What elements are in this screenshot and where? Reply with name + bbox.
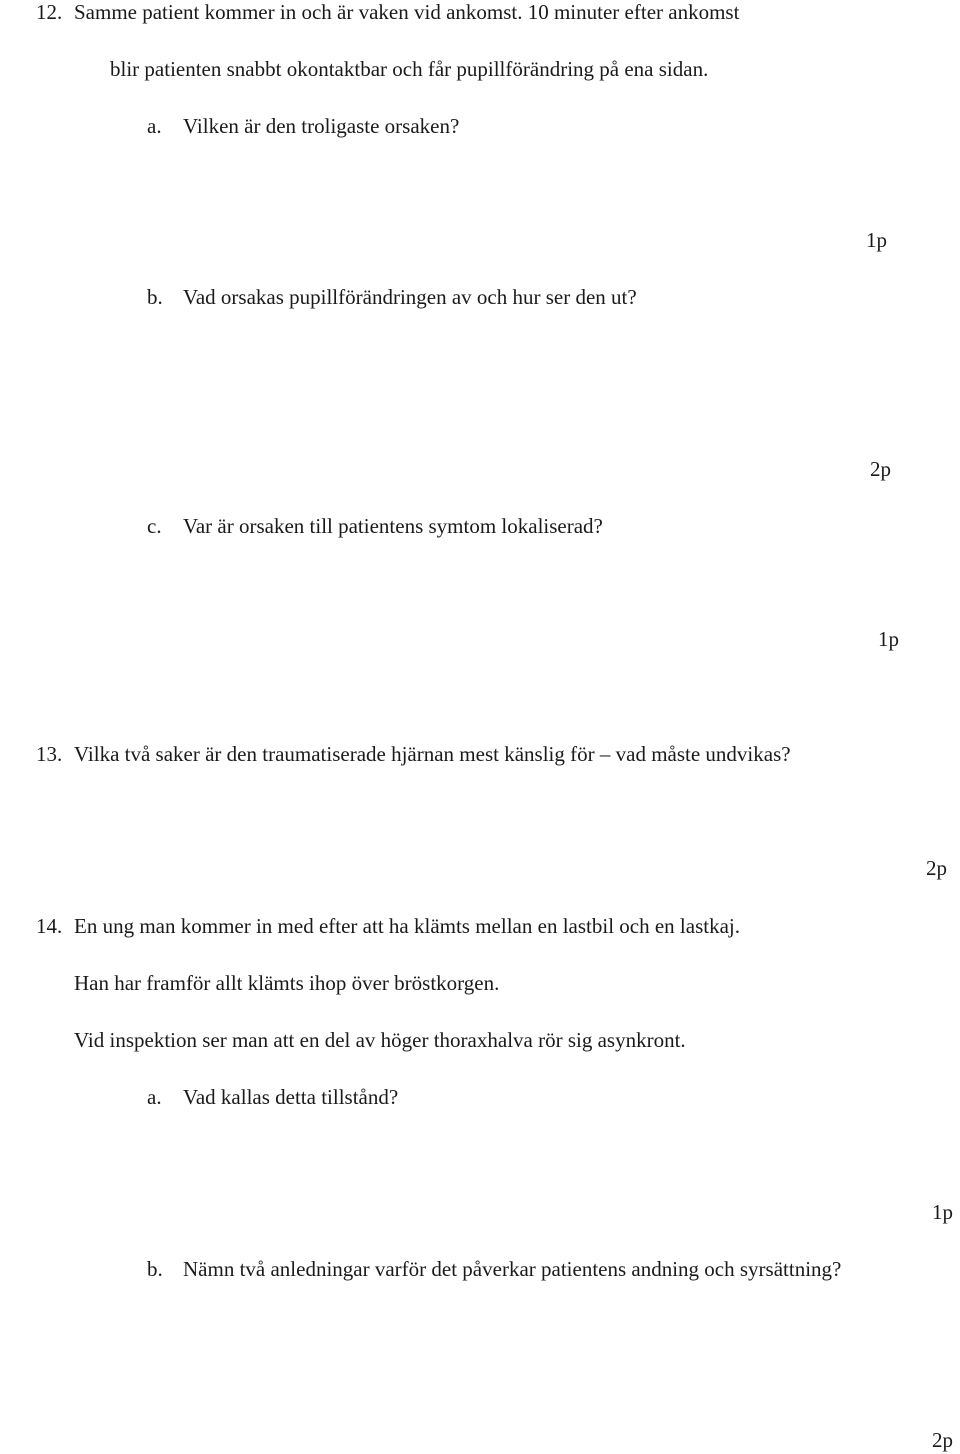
subquestion-label: b. bbox=[147, 1257, 163, 1281]
points-label: 1p bbox=[866, 228, 887, 252]
question-text-line: En ung man kommer in med efter att ha klämts mellan en lastbil och en lastkaj. bbox=[74, 914, 740, 938]
points-label: 1p bbox=[878, 627, 899, 651]
question-number: 13. bbox=[36, 742, 63, 766]
subquestion-text: Var är orsaken till patientens symtom lokaliserad? bbox=[183, 514, 603, 538]
points-label: 1p bbox=[932, 1200, 953, 1224]
question-number: 14. bbox=[36, 914, 63, 938]
subquestion-text: Vilken är den troligaste orsaken? bbox=[183, 114, 460, 138]
subquestion-text: Vad kallas detta tillstånd? bbox=[183, 1085, 399, 1109]
question-number: 12. bbox=[36, 0, 63, 24]
question-text-line: Vid inspektion ser man att en del av höger thoraxhalva rör sig asynkront. bbox=[74, 1028, 686, 1052]
points-label: 2p bbox=[926, 856, 947, 880]
points-label: 2p bbox=[870, 457, 891, 481]
question-text-line: Han har framför allt klämts ihop över bröstkorgen. bbox=[74, 971, 500, 995]
subquestion-text: Vad orsakas pupillförändringen av och hur ser den ut? bbox=[183, 285, 637, 309]
subquestion-label: a. bbox=[147, 1085, 162, 1109]
question-text-line: Samme patient kommer in och är vaken vid ankomst. 10 minuter efter ankomst bbox=[74, 0, 740, 24]
subquestion-label: b. bbox=[147, 285, 163, 309]
question-text-line: blir patienten snabbt okontaktbar och får pupillförändring på ena sidan. bbox=[110, 57, 709, 81]
question-text-line: Vilka två saker är den traumatiserade hjärnan mest känslig för – vad måste undvikas? bbox=[74, 742, 791, 766]
points-label: 2p bbox=[932, 1428, 953, 1452]
subquestion-label: c. bbox=[147, 514, 162, 538]
subquestion-label: a. bbox=[147, 114, 162, 138]
subquestion-text: Nämn två anledningar varför det påverkar patientens andning och syrsättning? bbox=[183, 1257, 842, 1281]
